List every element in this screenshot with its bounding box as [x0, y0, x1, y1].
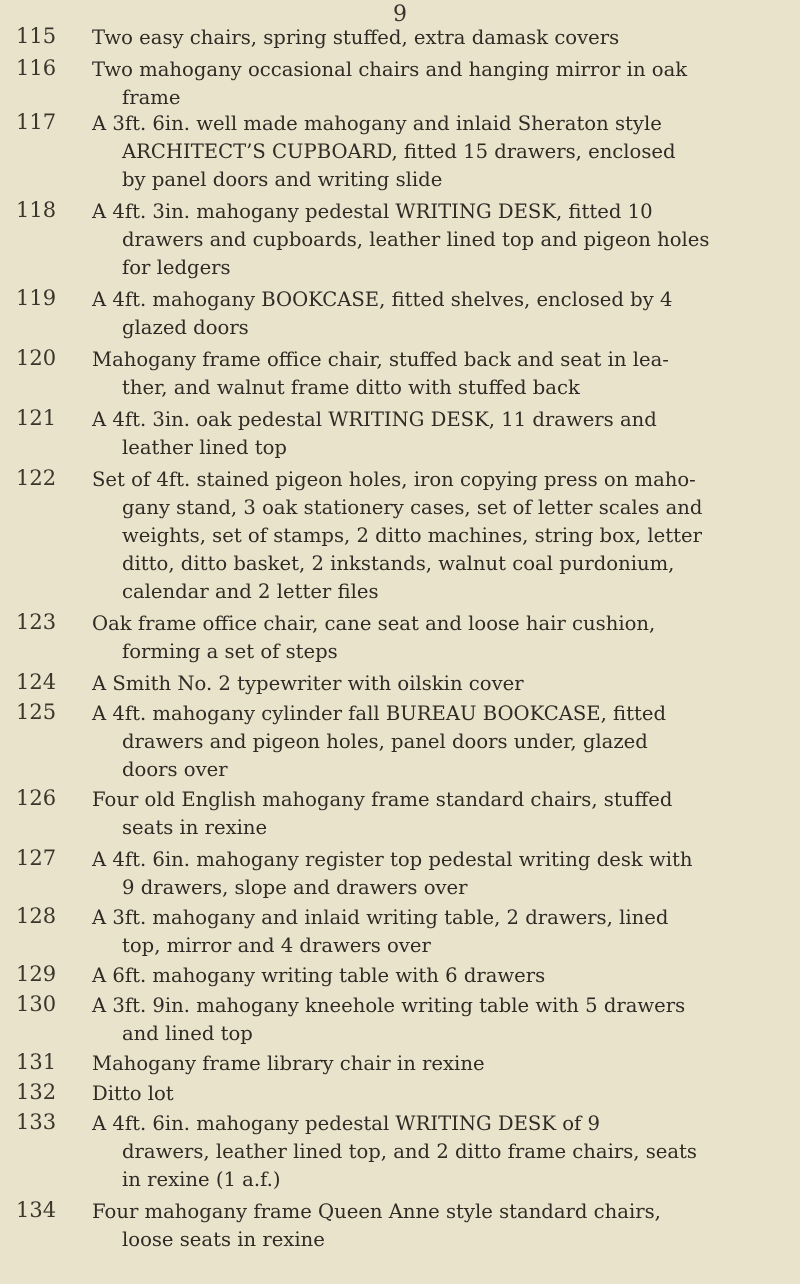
lot-description [92, 904, 792, 960]
lot-description-line: A Smith No. 2 typewriter with oilskin cover [92, 672, 524, 695]
lot-description [92, 466, 792, 606]
lot-description-line: ditto, ditto basket, 2 inkstands, walnut coal purdonium, [122, 552, 675, 575]
lot-number: 129 [16, 962, 57, 986]
lot-description [92, 1050, 792, 1078]
lot-description-line: Oak frame office chair, cane seat and loose hair cushion, [92, 612, 656, 635]
lot-description [92, 56, 792, 112]
lot-description [92, 1110, 792, 1194]
lot-description-line: ARCHITECT’S CUPBOARD, fitted 15 drawers, enclosed [122, 140, 676, 163]
lot-number: 122 [16, 466, 57, 490]
lot-description [92, 286, 792, 342]
page-number: 9 [393, 2, 407, 27]
lot-description [92, 670, 792, 698]
lot-number: 124 [16, 670, 57, 694]
lot-description [92, 24, 792, 52]
lot-description-line: doors over [122, 758, 228, 781]
lot-description [92, 110, 792, 194]
lot-description-line: calendar and 2 letter files [122, 580, 379, 603]
lot-number: 116 [16, 56, 57, 80]
lot-description-line: A 4ft. 3in. mahogany pedestal WRITING DESK, fitted 10 [92, 200, 653, 223]
lot-description-line: A 3ft. 6in. well made mahogany and inlaid Sheraton style [92, 112, 662, 135]
lot-description-line: Four mahogany frame Queen Anne style standard chairs, [92, 1200, 661, 1223]
lot-description-line: A 4ft. 3in. oak pedestal WRITING DESK, 11 drawers and [92, 408, 657, 431]
lot-number: 119 [16, 286, 57, 310]
lot-number: 123 [16, 610, 57, 634]
lot-description-line: A 4ft. 6in. mahogany register top pedestal writing desk with [92, 848, 693, 871]
lot-number: 134 [16, 1198, 57, 1222]
lot-description-line: seats in rexine [122, 816, 268, 839]
lot-description-line: 9 drawers, slope and drawers over [122, 876, 468, 899]
lot-description [92, 198, 792, 282]
lot-number: 125 [16, 700, 57, 724]
lot-description-line: by panel doors and writing slide [122, 168, 443, 191]
lot-description [92, 962, 792, 990]
lot-description-line: A 4ft. mahogany cylinder fall BUREAU BOOKCASE, fitted [92, 702, 667, 725]
lot-description-line: A 4ft. mahogany BOOKCASE, fitted shelves, enclosed by 4 [92, 288, 673, 311]
lot-number: 115 [16, 24, 57, 48]
lot-description-line: drawers and cupboards, leather lined top and pigeon holes [122, 228, 710, 251]
lot-description-line: A 3ft. mahogany and inlaid writing table, 2 drawers, lined [92, 906, 669, 929]
lot-number: 130 [16, 992, 57, 1016]
lot-description-line: leather lined top [122, 436, 287, 459]
lot-description [92, 786, 792, 842]
lot-description-line: Mahogany frame office chair, stuffed back and seat in lea- [92, 348, 669, 371]
lot-description-line: top, mirror and 4 drawers over [122, 934, 431, 957]
lot-description-line: for ledgers [122, 256, 231, 279]
lot-number: 127 [16, 846, 57, 870]
lot-number: 128 [16, 904, 57, 928]
lot-description [92, 346, 792, 402]
lot-description-line: in rexine (1 a.f.) [122, 1168, 281, 1191]
lot-number: 117 [16, 110, 57, 134]
lot-number: 120 [16, 346, 57, 370]
lot-description-line: A 3ft. 9in. mahogany kneehole writing table with 5 drawers [92, 994, 686, 1017]
lot-description-line: A 4ft. 6in. mahogany pedestal WRITING DESK of 9 [92, 1112, 600, 1135]
lot-description [92, 1198, 792, 1254]
lot-description-line: Two mahogany occasional chairs and hanging mirror in oak [92, 58, 688, 81]
lot-description-line: drawers, leather lined top, and 2 ditto frame chairs, seats [122, 1140, 697, 1163]
lot-description-line: weights, set of stamps, 2 ditto machines, string box, letter [122, 524, 702, 547]
lot-description-line: gany stand, 3 oak stationery cases, set of letter scales and [122, 496, 703, 519]
lot-number: 126 [16, 786, 57, 810]
lot-description-line: A 6ft. mahogany writing table with 6 drawers [92, 964, 546, 987]
lot-description-line: Ditto lot [92, 1082, 174, 1105]
lot-description [92, 992, 792, 1048]
lot-description-line: Four old English mahogany frame standard chairs, stuffed [92, 788, 673, 811]
lot-description [92, 406, 792, 462]
lot-description-line: Mahogany frame library chair in rexine [92, 1052, 485, 1075]
lot-description-line: frame [122, 86, 181, 109]
lot-number: 118 [16, 198, 57, 222]
lot-description-line: loose seats in rexine [122, 1228, 325, 1251]
lot-number: 133 [16, 1110, 57, 1134]
lot-number: 132 [16, 1080, 57, 1104]
lot-description [92, 610, 792, 666]
lot-description-line: ther, and walnut frame ditto with stuffed back [122, 376, 580, 399]
lot-description-line: and lined top [122, 1022, 253, 1045]
lot-number: 121 [16, 406, 57, 430]
lot-description-line: drawers and pigeon holes, panel doors under, glazed [122, 730, 648, 753]
lot-description [92, 700, 792, 784]
lot-description-line: Two easy chairs, spring stuffed, extra damask covers [92, 26, 620, 49]
lot-description [92, 846, 792, 902]
lot-description-line: forming a set of steps [122, 640, 338, 663]
lot-description-line: Set of 4ft. stained pigeon holes, iron copying press on maho- [92, 468, 696, 491]
lot-description [92, 1080, 792, 1108]
lot-number: 131 [16, 1050, 57, 1074]
lot-description-line: glazed doors [122, 316, 249, 339]
